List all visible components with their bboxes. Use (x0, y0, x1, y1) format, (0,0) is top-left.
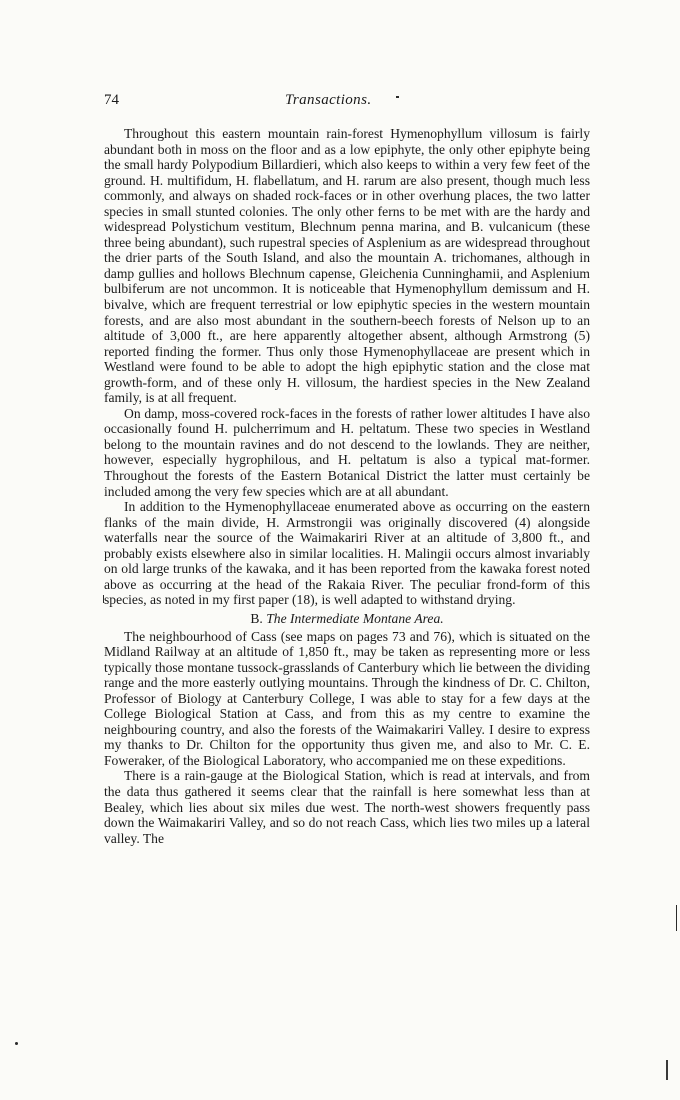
running-head (104, 92, 589, 112)
margin-mark (103, 595, 104, 603)
paragraph-eastern-rain-forest: Throughout this eastern mountain rain-forest Hymenophyllum villosum is fairly abundant both in moss on the floor and as a low epiphyte, the only other epiphyte being the small hardy Polypodium Billardieri, which also keeps to within a very few feet of the ground. H. multifidum, H. flabellatum, and H. rarum are also present, though much less commonly, and always on shaded rock-faces or in other overhung places, the two latter species in small stunted colonies. The only other ferns to be met with are the hardy and widespread Polystichum vestitum, Blechnum penna marina, and B. vulcanicum (these three being abundant), such rupestral species of Asplenium as are widespread throughout the drier parts of the South Island, and also the mountain A. trichomanes, although in damp gullies and hollows Blechnum capense, Gleichenia Cunninghamii, and Asplenium bulbiferum are not uncommon. It is noticeable that Hymenophyllum demissum and H. bivalve, which are frequent terrestrial or low epiphytic species in the western mountain forests, and are also most abundant in the southern-beech forests of Nelson up to an altitude of 3,000 ft., are here apparently altogether absent, although Armstrong (5) reported finding the former. Thus only those Hymenophyllaceae are present which in Westland were found to be able to adopt the high epiphytic station and the close mat growth-form, and of these only H. villosum, the hardiest species in the New Zealand family, is at all frequent. (104, 126, 590, 406)
journal-title: Transactions. (285, 92, 372, 108)
margin-mark (676, 905, 677, 931)
page-number: 74 (104, 92, 119, 108)
print-speck (396, 96, 399, 98)
paragraph-rock-faces: On damp, moss-covered rock-faces in the forests of rather lower altitudes I have also occasionally found H. pulcherrimum and H. peltatum. These two species in Westland belong to the mountain ravines and do not descend to the lowlands. They are neither, however, especially hygrophilous, and H. peltatum is also a typical mat-former. Throughout the forests of the Eastern Botanical District the latter must certainly be included among the very few species which are at all abundant. (104, 405, 590, 499)
section-letter: B. (250, 610, 263, 626)
margin-mark (666, 1060, 668, 1080)
paragraph-cass: The neighbourhood of Cass (see maps on pages 73 and 76), which is situated on the Midland Railway at an altitude of 1,850 ft., may be taken as representing more or less typically those montane tussock-grasslands of Canterbury which lie between the dividing range and the more easterly outlying mountains. Through the kindness of Dr. C. Chilton, Professor of Biology at Canterbury College, I was able to stay for a few days at the College Biological Station at Cass, and from this as my centre to examine the neighbouring country, and also the forests of the Waimakariri Valley. I desire to express my thanks to Dr. Chilton for the opportunity thus given me, and also to Mr. C. E. Foweraker, of the Biological Laboratory, who accompanied me on these expeditions. (104, 628, 590, 768)
paragraph-rain-gauge: There is a rain-gauge at the Biological Station, which is read at intervals, and from the data thus gathered it seems clear that the rainfall is here somewhat less than at Bealey, which lies about six miles due west. The north-west showers frequently pass down the Waimakariri Valley, and so do not reach Cass, which lies two miles up a lateral valley. The (104, 768, 590, 846)
print-speck (15, 1042, 18, 1045)
body-text (104, 126, 590, 846)
section-heading (104, 611, 590, 627)
section-title: The Intermediate Montane Area. (266, 610, 444, 626)
paragraph-hymenophyllaceae: In addition to the Hymenophyllaceae enumerated above as occurring on the eastern flanks of the main divide, H. Armstrongii was originally discovered (4) alongside waterfalls near the source of the Waimakariri River at an altitude of 3,800 ft., and probably exists elsewhere also in similar localities. H. Malingii occurs almost invariably on old large trunks of the kawaka, and it has been reported from the kawaka forest noted above as occurring at the head of the Rakaia River. The peculiar frond-form of this species, as noted in my first paper (18), is well adapted to withstand drying. (104, 499, 590, 608)
